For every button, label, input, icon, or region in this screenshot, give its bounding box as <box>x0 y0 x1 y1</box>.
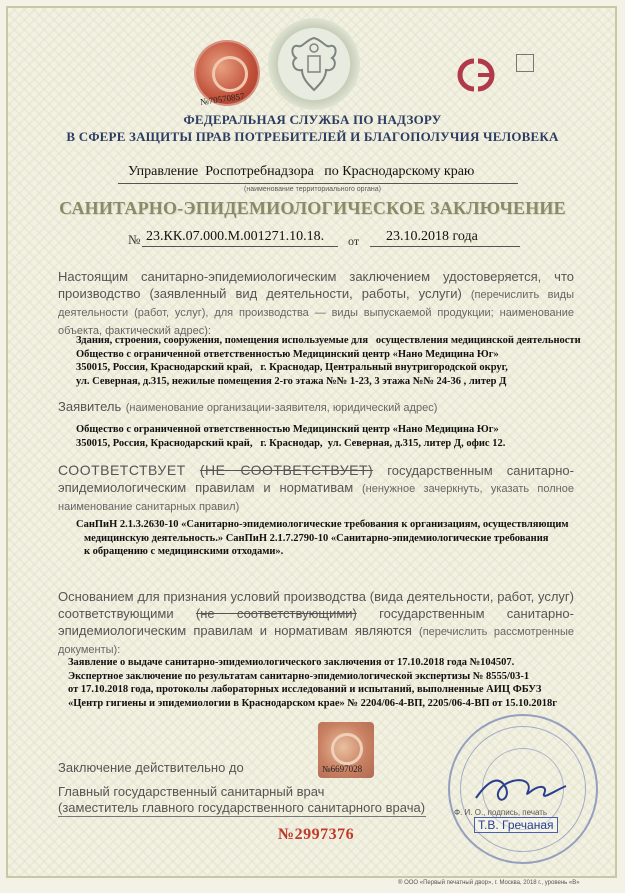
intro-hint: (перечислить виды деятельности (работ, услуг), для производства — виды выпускаемой продукции; наименование объекта, фактический адрес): <box>58 289 574 337</box>
document-title: САНИТАРНО-ЭПИДЕМИОЛОГИЧЕСКОЕ ЗАКЛЮЧЕНИЕ <box>59 198 566 218</box>
object-line: Здания, строения, сооружения, помещения используемые для осуществления медицинской деятельности <box>76 335 581 346</box>
printer-footer: ® ООО «Первый печатный двор», г. Москва, 2018 г., уровень «В» <box>398 880 580 886</box>
basis-block <box>68 656 608 710</box>
date-prefix: от <box>348 234 360 248</box>
validity-label: Заключение действительно до <box>58 760 244 775</box>
basis-text-a: Основанием для признания условий производства (вида деятельности, работ, услуг) соответствующими <box>58 589 574 621</box>
rules-line: медицинскую деятельность.» СанПиН 2.1.7.2790-10 «Санитарно-эпидемиологические требования <box>84 532 549 544</box>
basis-strike: (не соответствующими) <box>195 606 357 621</box>
basis-paragraph <box>58 588 574 658</box>
basis-line: Экспертное заключение по результатам санитарно-эпидемиологической экспертизы № 8555/03-1 <box>68 670 530 682</box>
header-line-2: В СФЕРЕ ЗАЩИТЫ ПРАВ ПОТРЕБИТЕЛЕЙ И БЛАГОПОЛУЧИЯ ЧЕЛОВЕКА <box>66 129 559 144</box>
applicant-line: Общество с ограниченной ответственностью Медицинский центр «Нано Медицина Юг» <box>76 424 499 435</box>
corner-box <box>516 54 534 72</box>
signature <box>470 768 580 812</box>
rules-line: к обращению с медицинскими отходами». <box>84 546 284 557</box>
basis-line: от 17.10.2018 года, протоколы лабораторных исследований и испытаний, выполненные АИЦ ФБУЗ <box>68 684 542 695</box>
object-line: Общество с ограниченной ответственностью Медицинский центр «Нано Медицина Юг» <box>76 348 499 360</box>
signatory-name: Т.В. Гречаная <box>474 817 558 833</box>
applicant-line: 350015, Россия, Краснодарский край, г. Краснодар, ул. Северная, д.315, литер Д, офис 12. <box>76 437 506 449</box>
basis-line: «Центр гигиены и эпидемиологии в Краснодарском крае» № 2204/06-4-ВП, 2205/06-4-ВП от 15.10.2018г <box>68 697 558 709</box>
compliance-paragraph <box>58 462 574 515</box>
document-date: 23.10.2018 года <box>386 229 478 244</box>
object-line: ул. Северная, д.315, нежилые помещения 2-го этажа №№ 1-23, 3 этажа №№ 24-36 , литер Д <box>76 375 507 387</box>
authority-name: Управление Роспотребнадзора по Краснодарскому краю <box>128 164 475 179</box>
intro-text: Настоящим санитарно-эпидемиологическим заключением удостоверяется, что производство (заявленный вид деятельности, работы, услуги) <box>58 269 574 301</box>
complies-label: СООТВЕТСТВУЕТ <box>58 462 186 478</box>
object-line: 350015, Россия, Краснодарский край, г. Краснодар, Центральный внутригородской округ, <box>76 362 508 373</box>
coat-of-arms-emblem <box>268 18 360 110</box>
hologram-number: №6697028 <box>322 764 363 774</box>
signature-caption: Ф. И. О., подпись, печать <box>454 808 548 817</box>
intro-paragraph <box>58 268 574 339</box>
compliance-hint: (ненужное зачеркнуть, указать полное наименование санитарных правил) <box>58 483 574 513</box>
signatory-line-1: Главный государственный санитарный врач <box>58 784 325 799</box>
header-line-1: ФЕДЕРАЛЬНАЯ СЛУЖБА ПО НАДЗОРУ <box>183 112 442 127</box>
stamp-number: №70570857 <box>199 90 246 108</box>
object-block <box>76 334 596 388</box>
compliance-text: государственным санитарно-эпидемиологическим правилам и нормативам <box>58 463 574 495</box>
basis-line: Заявление о выдаче санитарно-эпидемиологического заключения от 17.10.2018 года №104507. <box>68 657 515 668</box>
certification-mark-icon <box>444 56 508 94</box>
number-prefix: № <box>128 232 141 247</box>
rules-block <box>76 518 596 559</box>
serial-number: №2997376 <box>278 826 355 843</box>
authority-caption: (наименование территориального органа) <box>244 186 381 193</box>
basis-hint: (перечислить рассмотренные документы): <box>58 626 574 656</box>
basis-text-b: государственным санитарно-эпидемиологическим правилам и нормативам являются <box>58 606 574 638</box>
document-number: 23.КК.07.000.М.001271.10.18. <box>146 229 325 244</box>
applicant-hint: (наименование организации-заявителя, юридический адрес) <box>125 402 438 414</box>
applicant-label: Заявитель <box>58 399 122 414</box>
not-complies-label: (НЕ СООТВЕТСТВУЕТ) <box>199 462 374 478</box>
applicant-block <box>76 423 596 450</box>
authority-underline <box>118 183 518 184</box>
number-underline <box>142 246 338 247</box>
signatory-underline <box>58 816 426 817</box>
applicant-label-row <box>58 398 437 416</box>
signatory-line-2: (заместитель главного государственного санитарного врача) <box>58 800 426 815</box>
rules-line: СанПиН 2.1.3.2630-10 «Санитарно-эпидемиологические требования к организациям, осуществляющим <box>76 519 569 530</box>
date-underline <box>370 246 520 247</box>
